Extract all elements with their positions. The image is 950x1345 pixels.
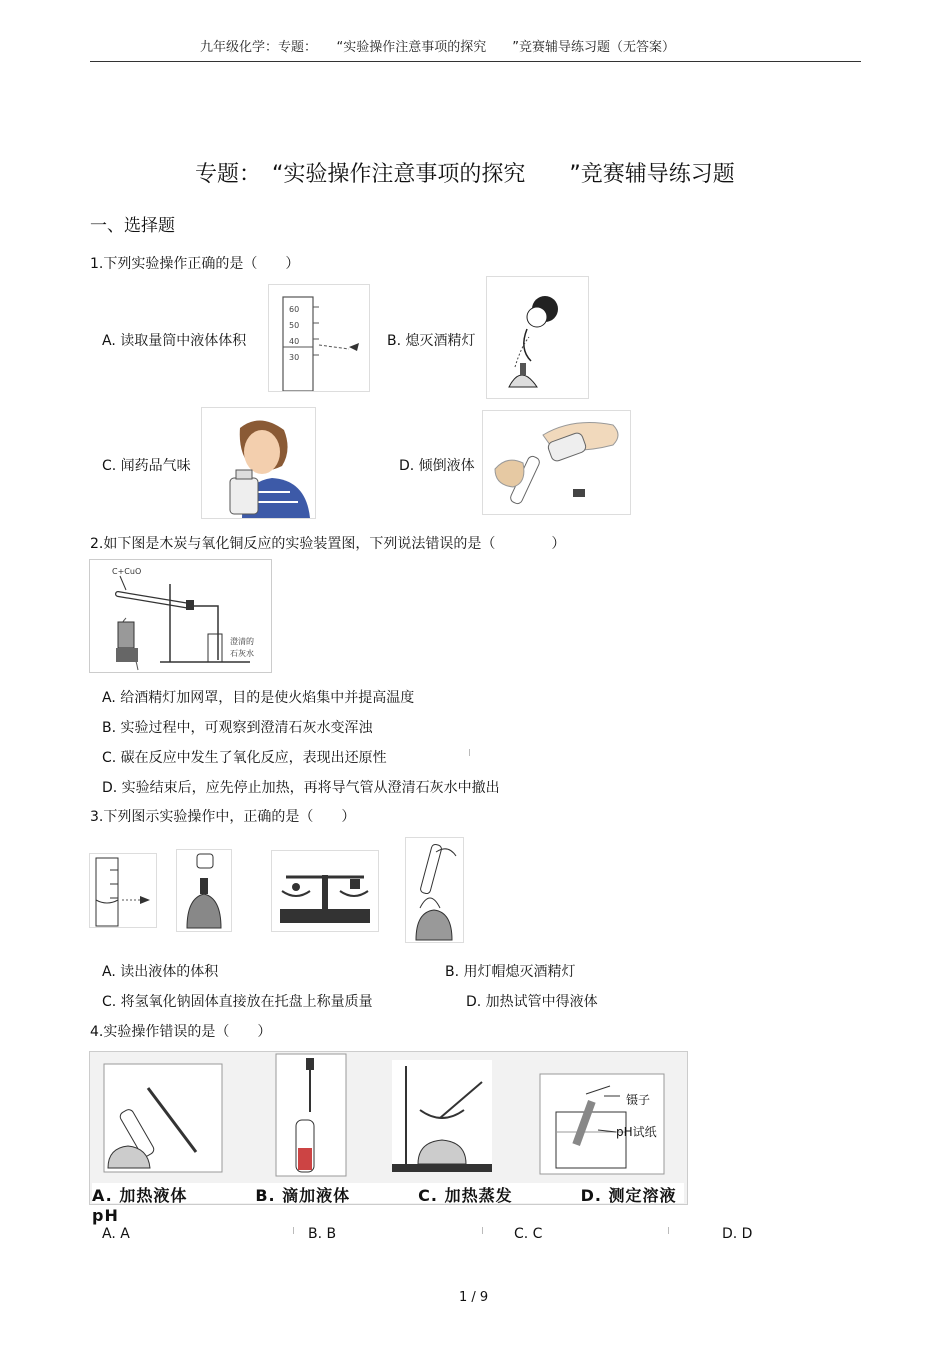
q3-figure-d-heating-tube — [405, 837, 464, 943]
q1-option-b: B. 熄灭酒精灯 — [387, 333, 476, 349]
q2-figure-apparatus — [89, 559, 272, 673]
q3-option-a: A. 读出液体的体积 — [102, 964, 219, 980]
question-2-stem: 2.如下图是木炭与氧化铜反应的实验装置图，下列说法错误的是（ ） — [90, 536, 566, 552]
q2-option-b: B. 实验过程中，可观察到澄清石灰水变浑浊 — [102, 720, 373, 736]
q4-option-c: C. C — [514, 1226, 543, 1242]
q4-option-d: D. D — [722, 1226, 753, 1242]
q3-option-c: C. 将氢氧化钠固体直接放在托盘上称量质量 — [102, 994, 373, 1010]
page-number: 1 / 9 — [459, 1290, 489, 1305]
q3-figure-c-balance — [271, 850, 379, 932]
q1-option-a: A. 读取量筒中液体体积 — [102, 333, 247, 349]
q2-option-c: C. 碳在反应中发生了氧化反应，表现出还原性 — [102, 750, 387, 766]
q1-figure-b-blowing-lamp — [486, 276, 589, 399]
q3-option-d: D. 加热试管中得液体 — [466, 994, 598, 1010]
stray-mark — [293, 1227, 294, 1234]
page-title: 专题： “实验操作注意事项的探究 ”竞赛辅导练习题 — [195, 162, 735, 187]
q4-figure-caption: A. 加热液体 B. 滴加液体 C. 加热蒸发 D. 测定溶液 pH — [92, 1183, 684, 1203]
scale-label-30: 30 — [289, 353, 300, 362]
stray-mark — [482, 1227, 483, 1234]
question-4-stem: 4.实验操作错误的是（ ） — [90, 1024, 272, 1040]
scale-label-50: 50 — [289, 321, 300, 330]
label-ph-paper: pH试纸 — [616, 1125, 657, 1139]
q2-option-d: D. 实验结束后，应先停止加热，再将导气管从澄清石灰水中撤出 — [102, 780, 500, 796]
q1-option-d: D. 倾倒液体 — [399, 458, 475, 474]
q4-option-b: B. B — [308, 1226, 337, 1242]
question-1-stem: 1.下列实验操作正确的是（ ） — [90, 256, 300, 272]
section-heading: 一、选择题 — [90, 216, 175, 236]
q2-option-a: A. 给酒精灯加网罩，目的是使火焰集中并提高温度 — [102, 690, 415, 706]
scale-label-40: 40 — [289, 337, 300, 346]
q4-option-a: A. A — [102, 1226, 130, 1242]
label-tweezers: 镊子 — [626, 1093, 651, 1107]
header-rule — [90, 61, 861, 62]
q3-option-b: B. 用灯帽熄灭酒精灯 — [445, 964, 576, 980]
apparatus-label-limewater-2: 石灰水 — [230, 649, 254, 658]
apparatus-label-limewater-1: 澄清的 — [230, 637, 254, 646]
running-header: 九年级化学：专题： “实验操作注意事项的探究 ”竞赛辅导练习题（无答案） — [200, 40, 675, 55]
q1-figure-a-cylinder-reading — [268, 284, 370, 392]
q4-figure-panel — [89, 1051, 688, 1205]
q1-option-c: C. 闻药品气味 — [102, 458, 191, 474]
stray-mark — [469, 749, 470, 756]
q3-figure-a-cylinder — [89, 853, 157, 928]
q1-figure-d-pouring — [482, 410, 631, 515]
question-3-stem: 3.下列图示实验操作中，正确的是（ ） — [90, 809, 356, 825]
q1-figure-c-smelling — [201, 407, 316, 519]
scale-label-60: 60 — [289, 305, 300, 314]
stray-mark — [668, 1227, 669, 1234]
apparatus-label-reactants: C+CuO — [112, 567, 142, 576]
q3-figure-b-lamp-cap — [176, 849, 232, 932]
